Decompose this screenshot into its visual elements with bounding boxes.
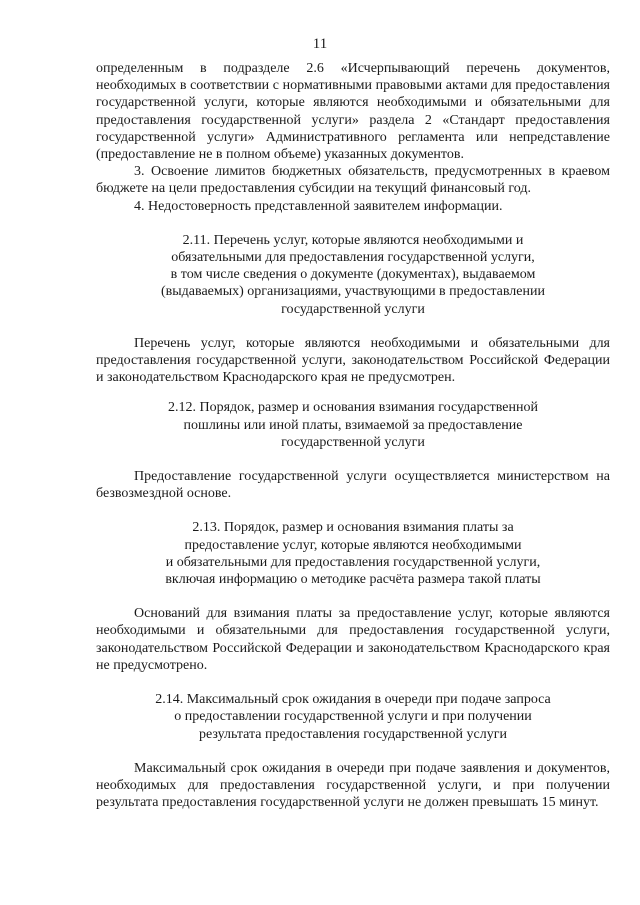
section-heading-2-11 xyxy=(96,232,610,318)
paragraph-2-12: Предоставление государственной услуги осуществляется министерством на безвозмездной основе. xyxy=(96,469,610,502)
paragraph-2-11: Перечень услуг, которые являются необходимыми и обязательными для предоставления государственной услуги, законодательством Российской Федерации и законодательством Краснодарского края не предусмотрен. xyxy=(96,335,610,386)
page-number: 11 xyxy=(312,36,328,52)
document-body xyxy=(96,60,610,811)
paragraph-item-3: 3. Освоение лимитов бюджетных обязательств, предусмотренных в краевом бюджете на цели предоставления субсидии на текущий финансовый год. xyxy=(96,164,610,197)
heading-line: и обязательными для предоставления государственной услуги, xyxy=(165,554,541,570)
heading-line: включая информацию о методике расчёта размера такой платы xyxy=(165,572,541,588)
section-heading-2-14 xyxy=(96,691,610,743)
paragraph-2-13: Оснований для взимания платы за предоставление услуг, которые являются необходимыми и обязательными для предоставления государственной услуги, законодательством Российской Федерации и законодательством Краснодарского края не предусмотрено. xyxy=(96,606,610,673)
heading-line: о предоставлении государственной услуги и при получении xyxy=(174,709,532,725)
heading-line: государственной услуги xyxy=(281,301,425,317)
heading-line: государственной услуги xyxy=(281,434,425,450)
heading-line: 2.14. Максимальный срок ожидания в очереди при подаче запроса xyxy=(155,692,551,708)
heading-line: (выдаваемых) организациями, участвующими в предоставлении xyxy=(161,284,545,300)
heading-line: обязательными для предоставления государственной услуги, xyxy=(171,250,535,266)
paragraph-2-14: Максимальный срок ожидания в очереди при подаче заявления и документов, необходимых для предоставления государственной услуги, и при получении результата предоставления государственной услуги не должен превышать 15 минут. xyxy=(96,760,610,811)
heading-line: в том числе сведения о документе (документах), выдаваемом xyxy=(170,267,536,283)
heading-line: 2.12. Порядок, размер и основания взимания государственной xyxy=(167,400,538,416)
heading-line: результата предоставления государственной услуги xyxy=(199,726,507,742)
paragraph-item-4: 4. Недостоверность представленной заявителем информации. xyxy=(134,198,503,214)
paragraph-continuation: определенным в подразделе 2.6 «Исчерпывающий перечень документов, необходимых в соответствии с нормативными правовыми актами для предоставления государственной услуги, которые являются необходимыми и обязательными для предоставления государственной услуги» раздела 2 «Стандарт предоставления государственной услуги» Административного регламента или непредставление (предоставление не в полном объеме) указанных документов. xyxy=(96,61,610,163)
heading-line: 2.11. Перечень услуг, которые являются необходимыми и xyxy=(182,232,524,248)
heading-line: 2.13. Порядок, размер и основания взимания платы за xyxy=(192,520,514,536)
section-heading-2-13 xyxy=(96,519,610,588)
section-heading-2-12 xyxy=(96,399,610,451)
heading-line: предоставление услуг, которые являются необходимыми xyxy=(184,537,522,553)
heading-line: пошлины или иной платы, взимаемой за предоставление xyxy=(183,417,523,433)
